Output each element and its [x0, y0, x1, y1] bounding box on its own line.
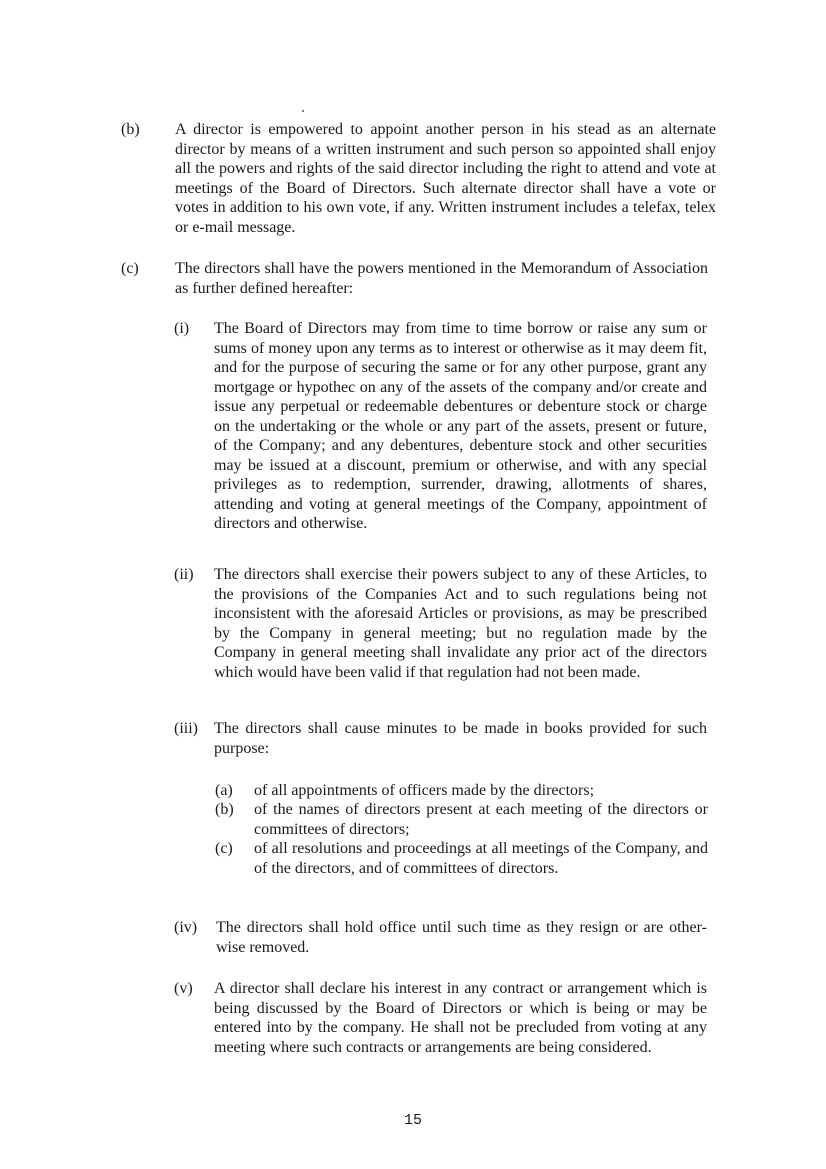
item-text-b: A director is empowered to appoint another person in his stead as an alternate director by means of a written instrument and such person so appointed shall enjoy all the powers and rights of the said director including the right to attend and vote at meetings of the Board of Directors. Such alternate director shall have a vote or votes in addition to his own vote, if any. Written instrument includes a telefax, telex or e-mail message. — [175, 121, 716, 236]
item-label-b: (b) — [121, 121, 140, 138]
subitem-text-iv: The directors shall hold office until such time as they resign or are other-wise removed. — [216, 919, 707, 956]
subitem-label-iv: (iv) — [174, 919, 198, 936]
subitem-text-v: A director shall declare his interest in any contract or arrangement which is being discussed by the Board of Directors or which is being or may be entered into by the company. He shall not be precluded from voting at any meeting where such contracts or arrangements are being considered. — [214, 980, 707, 1056]
item-label-c: (c) — [121, 260, 139, 277]
item-text-c: The directors shall have the powers mentioned in the Memorandum of Association as further defined hereafter: — [175, 260, 708, 297]
minutes-text-a: of all appointments of officers made by the directors; — [254, 782, 595, 799]
scan-speck — [302, 110, 304, 112]
minutes-label-b: (b) — [215, 801, 234, 818]
subitem-label-ii: (ii) — [174, 566, 194, 583]
minutes-label-c: (c) — [215, 840, 233, 857]
subitem-label-i: (i) — [174, 320, 190, 337]
subitem-label-iii: (iii) — [174, 720, 198, 737]
minutes-text-b: of the names of directors present at each meeting of the directors or committees of directors; — [254, 801, 708, 838]
page-number: 15 — [403, 1112, 422, 1129]
minutes-text-c: of all resolutions and proceedings at all meetings of the Company, and of the directors, and of committees of directors. — [254, 840, 708, 877]
subitem-text-iii: The directors shall cause minutes to be made in books provided for such purpose: — [214, 720, 707, 757]
subitem-label-v: (v) — [174, 980, 193, 997]
subitem-text-i: The Board of Directors may from time to time borrow or raise any sum or sums of money upon any terms as to interest or otherwise as it may deem fit, and for the purpose of securing the same or for any other purpose, grant any mortgage or hypothec on any of the assets of the company and/or create and issue any perpetual or redeemable debentures or debenture stock or charge on the undertaking or the whole or any part of the assets, present or future, of the Company; and any debentures, debenture stock and other securities may be issued at a discount, premium or otherwise, and with any special privileges as to redemption, surrender, drawing, allotments of shares, attending and voting at general meetings of the Company, appointment of directors and otherwise. — [214, 320, 707, 532]
minutes-label-a: (a) — [215, 782, 233, 799]
subitem-text-ii: The directors shall exercise their powers subject to any of these Articles, to the provisions of the Companies Act and to such regulations being not inconsistent with the aforesaid Articles or provisions, as may be prescribed by the Company in general meeting; but no regulation made by the Company in general meeting shall invalidate any prior act of the directors which would have been valid if that regulation had not been made. — [214, 566, 707, 681]
